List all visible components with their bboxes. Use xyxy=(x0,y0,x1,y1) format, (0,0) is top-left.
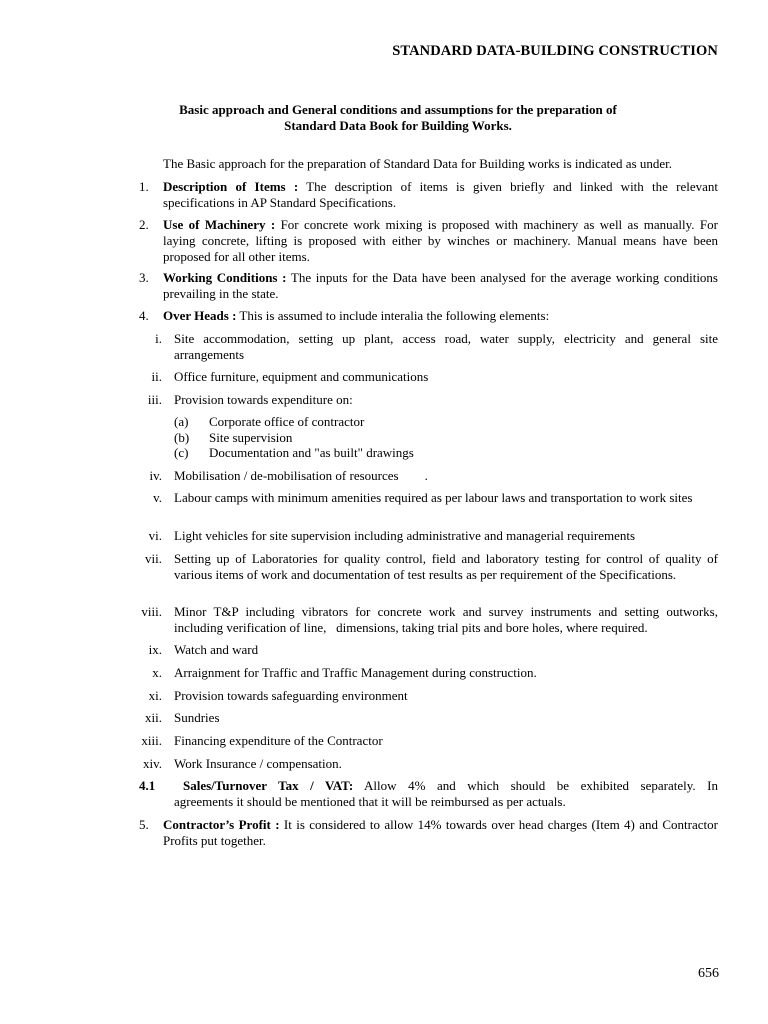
overhead-text: Site accommodation, setting up plant, access road, water supply, electricity and general site arrangements xyxy=(174,331,718,362)
title-line-1: Basic approach and General conditions and assumptions for the preparation of xyxy=(179,102,617,117)
intro-paragraph: The Basic approach for the preparation of Standard Data for Building works is indicated as under. xyxy=(163,156,673,171)
item-label: Contractor’s Profit : xyxy=(163,817,280,832)
roman-marker: viii. xyxy=(141,604,162,619)
running-header: STANDARD DATA-BUILDING CONSTRUCTION xyxy=(392,43,718,59)
item-text: For concrete work mixing is proposed with machinery as well as manually. For laying concrete, lifting is proposed with either by winches or machinery. Manual means have been proposed for all other items. xyxy=(163,217,718,264)
overhead-text: Sundries xyxy=(174,710,220,725)
item-marker: 5. xyxy=(139,817,149,832)
item-text: The description of items is given briefly and linked with the relevant specifications in AP Standard Specifications. xyxy=(163,179,718,210)
roman-marker: v. xyxy=(153,490,162,505)
item-text: It is considered to allow 14% towards over head charges (Item 4) and Contractor Profits put together. xyxy=(163,817,718,848)
roman-marker: xiii. xyxy=(141,733,162,748)
item-text-continued: agreements it should be mentioned that it will be reimbursed as per actuals. xyxy=(174,794,566,809)
overhead-text: Minor T&P including vibrators for concrete work and survey instruments and setting outworks, including verification of line, dimensions, taking trial pits and bore holes, where required. xyxy=(174,604,722,635)
item-marker: 1. xyxy=(139,179,149,194)
item-label: Description of Items : xyxy=(163,179,299,194)
item-marker: 4. xyxy=(139,308,149,323)
roman-marker: vi. xyxy=(148,528,162,543)
item-text: The inputs for the Data have been analysed for the average working conditions prevailing in the state. xyxy=(163,270,718,301)
roman-marker: iii. xyxy=(147,392,162,407)
roman-marker: ii. xyxy=(151,369,162,384)
overhead-text: Mobilisation / de-mobilisation of resources . xyxy=(174,468,428,483)
overhead-text: Arraignment for Traffic and Traffic Management during construction. xyxy=(174,665,537,680)
title-line-2: Standard Data Book for Building Works. xyxy=(284,118,512,133)
item-label: Sales/Turnover Tax / VAT: xyxy=(183,778,354,793)
roman-marker: vii. xyxy=(145,551,162,566)
overhead-text: Provision towards expenditure on: xyxy=(174,392,353,407)
overhead-text: Labour camps with minimum amenities required as per labour laws and transportation to work sites xyxy=(174,490,693,505)
roman-marker: xi. xyxy=(148,688,162,703)
expenditure-text: Corporate office of contractor xyxy=(209,414,365,429)
roman-marker: xii. xyxy=(145,710,162,725)
overhead-text: Work Insurance / compensation. xyxy=(174,756,342,771)
expenditure-text: Site supervision xyxy=(209,430,293,445)
overhead-text: Setting up of Laboratories for quality control, field and laboratory testing for control of quality of various items of work and documentation of test results as per requirement of the Specifications. xyxy=(174,551,718,582)
overhead-text: Office furniture, equipment and communications xyxy=(174,369,429,384)
item-text: Allow 4% and which should be exhibited separately. In xyxy=(353,778,718,793)
overhead-text: Light vehicles for site supervision including administrative and managerial requirements xyxy=(174,528,636,543)
document-title xyxy=(100,102,696,134)
item-label: Working Conditions : xyxy=(163,270,287,285)
item-marker: 2. xyxy=(139,217,149,232)
overhead-text: Watch and ward xyxy=(174,642,259,657)
expenditure-text: Documentation and "as built" drawings xyxy=(209,445,414,460)
roman-marker: xiv. xyxy=(142,756,162,771)
item-label: Use of Machinery : xyxy=(163,217,276,232)
overhead-text: Provision towards safeguarding environment xyxy=(174,688,408,703)
item-label: Over Heads : xyxy=(163,308,237,323)
roman-marker: x. xyxy=(152,665,162,680)
item-marker: 4.1 xyxy=(139,778,156,793)
letter-marker: (c) xyxy=(174,445,189,460)
roman-marker: i. xyxy=(155,331,162,346)
item-text: This is assumed to include interalia the following elements: xyxy=(236,308,550,323)
page-number: 656 xyxy=(698,966,719,981)
roman-marker: ix. xyxy=(148,642,162,657)
item-marker: 3. xyxy=(139,270,149,285)
roman-marker: iv. xyxy=(149,468,162,483)
overhead-text: Financing expenditure of the Contractor xyxy=(174,733,383,748)
letter-marker: (a) xyxy=(174,414,189,429)
letter-marker: (b) xyxy=(174,430,190,445)
